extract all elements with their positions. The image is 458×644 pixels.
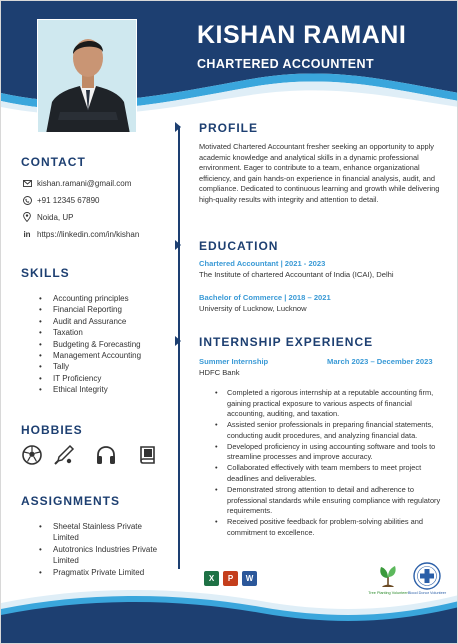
contact-email[interactable]: [22, 178, 131, 188]
mail-icon: [22, 178, 32, 188]
list-item: • Demonstrated strong attention to detail and adherence to professional standards while ensuring compliance with regulatory requirements.: [215, 485, 447, 517]
blood-donor-caption: Blood Donor Volunteer: [407, 591, 447, 595]
skills-list: [37, 293, 177, 396]
candidate-role: CHARTERED ACCOUNTENT: [197, 57, 374, 71]
excel-icon: X: [204, 571, 219, 586]
location-pin-icon: [22, 212, 32, 222]
contact-phone-text: +91 12345 67890: [37, 195, 100, 205]
list-item: • Sheetal Stainless Private Limited: [37, 521, 167, 544]
list-item: • Received positive feedback for problem-solving abilities and commitment to excellence.: [215, 517, 447, 538]
book-icon: [137, 444, 159, 466]
phone-icon: [22, 195, 32, 205]
internship-points: [215, 388, 447, 539]
list-item: • Management Accounting: [37, 350, 177, 361]
blood-donor-logo-icon: [413, 562, 441, 590]
contact-linkedin-text: https://linkedin.com/in/kishan: [37, 229, 140, 239]
tree-planting-caption: Tree Planting Volunteer: [368, 591, 408, 595]
list-item: • Financial Reporting: [37, 304, 177, 315]
assignments-list: [37, 521, 167, 578]
profile-text: Motivated Chartered Accountant fresher seeking an opportunity to apply academic knowledge and analytical skills in a dynamic professional environment. Eager to contribute to a team, enhance organizational efficiency, and gain hands-on experience in financial analysis, audit, and compliance. Dedicated to continuous learning and growth while delivering high-quality results with integrity and attention to detail.: [199, 142, 440, 204]
skills-heading: SKILLS: [21, 266, 70, 280]
internship-heading: INTERNSHIP EXPERIENCE: [199, 335, 374, 349]
list-item: • Developed proficiency in using accounting software and tools to streamline processes and improve accuracy.: [215, 442, 447, 463]
word-icon: W: [242, 571, 257, 586]
list-item: • Pragmatix Private Limited: [37, 567, 167, 578]
list-item: • Completed a rigorous internship at a reputable accounting firm, gaining practical exposure to various aspects of financial accounting, auditing, and taxation.: [215, 388, 447, 420]
contact-location-text: Noida, UP: [37, 212, 74, 222]
tree-planting-logo-icon: [375, 563, 401, 589]
list-item: • Budgeting & Forecasting: [37, 339, 177, 350]
internship-title: Summer Internship: [199, 357, 269, 366]
internship-period: March 2023 – December 2023: [327, 357, 433, 366]
education-institution-1: The Institute of chartered Accountant of India (ICAI), Delhi: [199, 270, 394, 279]
cricket-bat-icon: [53, 444, 75, 466]
candidate-name: KISHAN RAMANI: [197, 21, 407, 49]
contact-location: [22, 212, 73, 222]
football-icon: [21, 444, 43, 466]
powerpoint-icon: P: [223, 571, 238, 586]
linkedin-icon: in: [23, 229, 31, 239]
assignments-heading: ASSIGNMENTS: [21, 494, 121, 508]
list-item: • Audit and Assurance: [37, 316, 177, 327]
internship-company: HDFC Bank: [199, 368, 240, 377]
profile-heading: PROFILE: [199, 121, 259, 135]
timeline-line: [178, 126, 180, 569]
list-item: • Collaborated effectively with team members to meet project deadlines and deliverables.: [215, 463, 447, 484]
list-item: • IT Proficiency: [37, 373, 177, 384]
contact-email-text: kishan.ramani@gmail.com: [37, 178, 132, 188]
list-item: • Tally: [37, 361, 177, 372]
education-marker-icon: [175, 240, 181, 250]
list-item: • Autotronics Industries Private Limited: [37, 544, 167, 567]
list-item: • Assisted senior professionals in preparing financial statements, conducting audit procedures, and analyzing financial data.: [215, 420, 447, 441]
list-item: • Accounting principles: [37, 293, 177, 304]
list-item: • Ethical Integrity: [37, 384, 177, 395]
education-title-2: Bachelor of Commerce | 2018 – 2021: [199, 293, 331, 302]
education-institution-2: University of Lucknow, Lucknow: [199, 304, 307, 313]
contact-phone[interactable]: [22, 195, 100, 205]
education-title-1: Chartered Accountant | 2021 - 2023: [199, 259, 326, 268]
hobbies-heading: HOBBIES: [21, 423, 83, 437]
profile-marker-icon: [175, 122, 181, 132]
contact-linkedin[interactable]: [22, 229, 139, 239]
education-heading: EDUCATION: [199, 239, 279, 253]
contact-heading: CONTACT: [21, 155, 86, 169]
profile-photo: [37, 19, 137, 133]
headphones-icon: [95, 444, 117, 466]
list-item: • Taxation: [37, 327, 177, 338]
